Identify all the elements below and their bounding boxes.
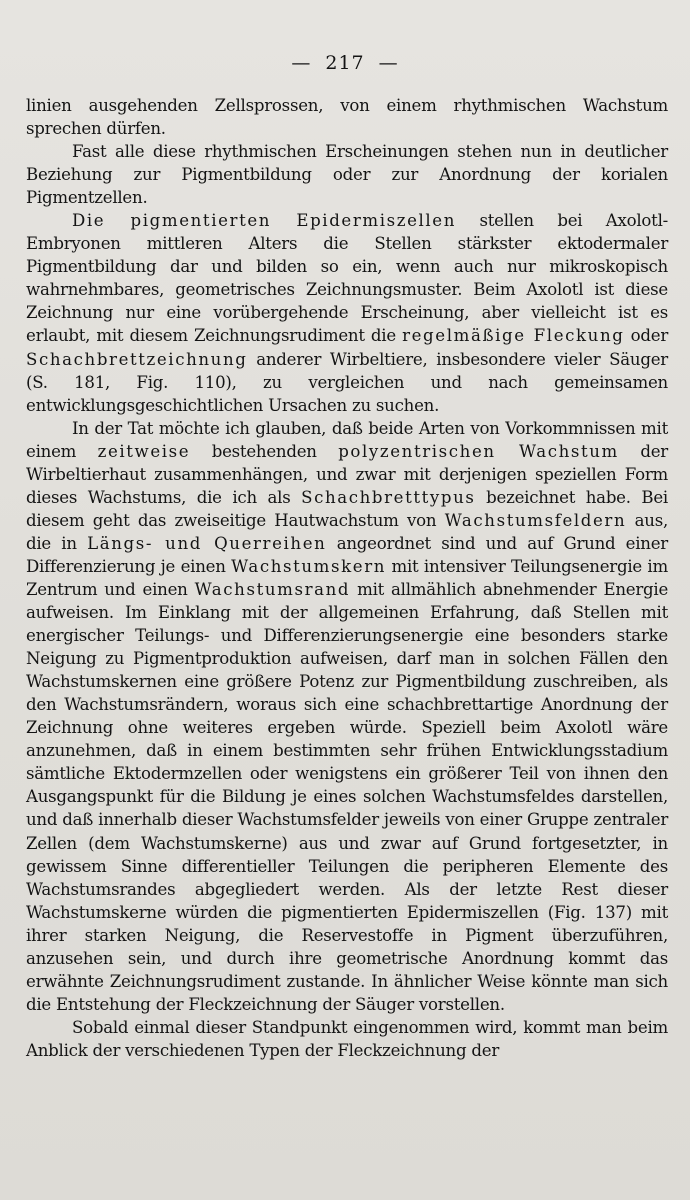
text-run: bezeichnet habe. Bei diesem geht das zweiseitige Hautwachstum von [26, 487, 668, 530]
spaced-emphasis-text: Die pigmentierten Epidermiszellen [72, 211, 457, 231]
text-run: Fast alle diese rhythmischen Erscheinungen stehen nun in deutlicher Beziehung zur Pigmentbildung oder zur Anordnung der korialen Pigmentzellen. [26, 142, 668, 208]
text-run: linien ausgehenden Zellsprossen, von einem rhythmischen Wachstum sprechen dürfen. [26, 96, 668, 139]
page-number-dash-right: — [378, 52, 399, 74]
spaced-emphasis-text: Wachstumsfeldern [444, 510, 627, 530]
paragraph [26, 417, 668, 1016]
page-number-dash-left: — [291, 52, 312, 74]
text-run: der Wirbeltierhaut zusammenhängen, und zwar mit derjenigen speziellen Form dieses Wachstums, die ich als [26, 441, 668, 507]
paragraph [26, 1016, 668, 1062]
spaced-emphasis-text: Schachbrettzeichnung [26, 349, 248, 369]
paragraph [26, 140, 668, 209]
spaced-emphasis-text: Längs- und Querreihen [87, 533, 327, 553]
text-run: Sobald einmal dieser Standpunkt eingenommen wird, kommt man beim Anblick der verschiedenen Typen der Fleckzeichnung der [26, 1017, 668, 1060]
text-run: bestehenden [190, 441, 339, 461]
spaced-emphasis-text: zeitweise [97, 441, 191, 461]
spaced-emphasis-text: Schachbretttypus [301, 487, 476, 507]
text-run: aus, die in [26, 510, 668, 553]
spaced-emphasis-text: polyzentrischen Wachstum [338, 441, 619, 461]
page-number: 217 [325, 52, 365, 74]
text-run: angeordnet sind und auf Grund einer Differenzierung je einen [26, 533, 668, 576]
spaced-emphasis-text: regelmäßige Fleckung [402, 326, 625, 346]
text-run: mit intensiver Teilungsenergie im Zentrum und einen [26, 556, 668, 599]
text-run: mit allmählich abnehmender Energie aufweisen. Im Einklang mit der allgemeinen Erfahrung, daß Stellen mit energischer Teilungs- und Differenzierungsenergie eine besonders starke Neigung zu Pigmentproduktion aufweisen, darf man in solchen Fällen den Wachstumskernen eine größere Potenz zur Pigmentbildung zuschreiben, als den Wachstumsrändern, woraus sich eine schachbrettartige Anordnung der Zeichnung ohne weiteres ergeben würde. Speziell beim Axolotl wäre anzunehmen, daß in einem bestimmten sehr frühen Entwicklungsstadium sämtliche Ektodermzellen oder wenigstens ein größerer Teil von ihnen den Ausgangspunkt für die Bildung je eines solchen Wachstumsfeldes darstellen, und daß innerhalb dieser Wachstumsfelder jeweils von einer Gruppe zentraler Zellen (dem Wachstumskerne) aus und zwar auf Grund fortgesetzter, in gewissem Sinne differentieller Teilungen die peripheren Elemente des Wachstumsrandes abgegliedert werden. Als der letzte Rest dieser Wachstumskerne würden die pigmentierten Epidermiszellen (Fig. 137) mit ihrer starken Neigung, die Reservestoffe in Pigment überzuführen, anzusehen sein, und durch ihre geometrische Anordnung kommt das erwähnte Zeichnungsrudiment zustande. In ähnlicher Weise könnte man sich die Entstehung der Fleckzeichnung der Säuger vorstellen. [26, 579, 669, 1014]
text-run: oder [624, 326, 669, 346]
spaced-emphasis-text: Wachstumskern [231, 556, 387, 576]
spaced-emphasis-text: Wachstumsrand [194, 579, 351, 599]
page-number-header [0, 52, 690, 74]
paragraph [26, 94, 668, 140]
text-run: anderer Wirbeltiere, insbesondere vieler Säuger (S. 181, Fig. 110), zu vergleichen und nach gemeinsamen entwicklungsgeschichtlichen Ursachen zu suchen. [26, 349, 668, 415]
text-run: In der Tat möchte ich glauben, daß beide Arten von Vorkommnissen mit einem [26, 418, 668, 461]
paragraph [26, 209, 668, 416]
text-run: stellen bei Axolotl-Embryonen mittleren Alters die Stellen stärkster ektodermaler Pigmentbildung dar und bilden so ein, wenn auch nur mikroskopisch wahrnehmbares, geometrisches Zeichnungsmuster. Beim Axolotl ist diese Zeichnung nur eine vorübergehende Erscheinung, aber vielleicht ist es erlaubt, mit diesem Zeichnungsrudiment die [26, 211, 668, 346]
body-text [26, 94, 668, 1062]
